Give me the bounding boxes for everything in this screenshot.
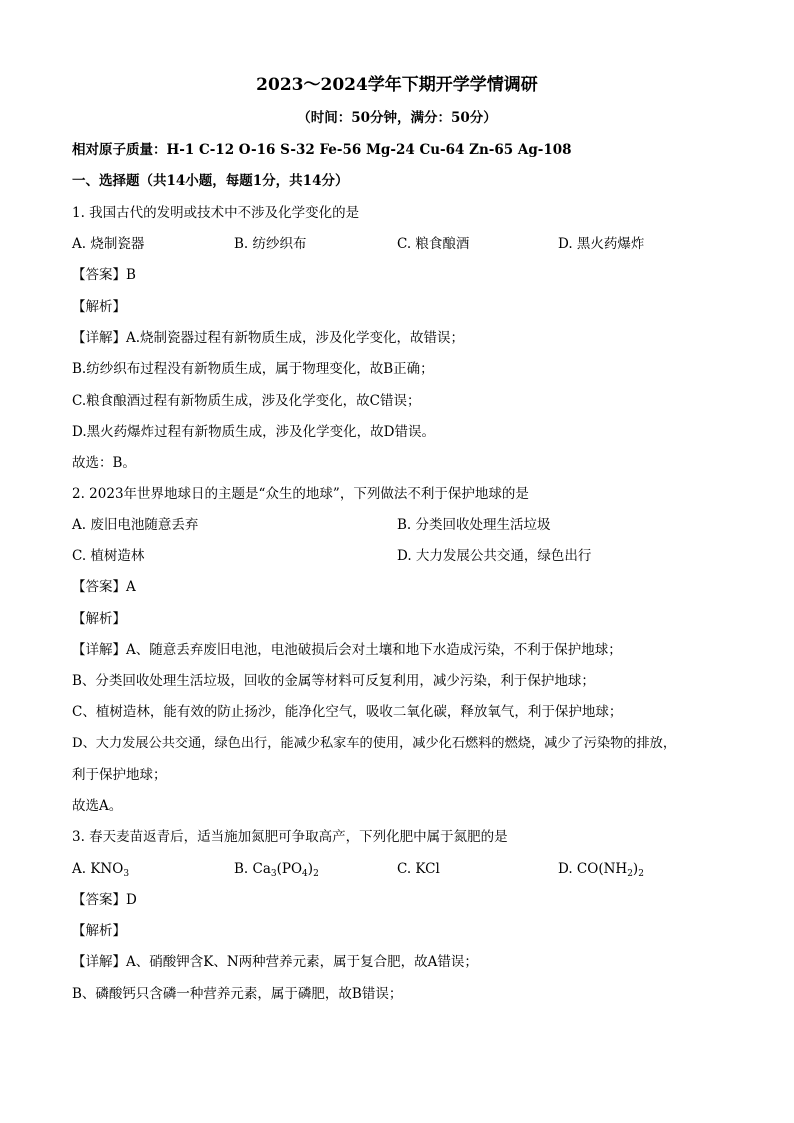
question-1-stem: 1. 我国古代的发明或技术中不涉及化学变化的是 [72,205,360,221]
q3-option-a: A. $KNO_3$ [72,861,130,879]
q2-option-a: A. 废旧电池随意丢弃 [72,517,199,533]
section-heading: 一、选择题（共14小题，每题1分，共14分） [72,173,349,189]
q3-option-c: C. KCl [397,861,440,877]
q1-option-d: D. 黑火药爆炸 [558,236,645,252]
q2-detail-line: C、植树造林，能有效的防止扬沙，能净化空气，吸收二氧化碳，释放氧气，利于保护地球； [72,704,623,720]
q3-answer: 【答案】D [72,892,137,908]
q2-detail-line: 故选A。 [72,798,123,814]
q2-option-c: C. 植树造林 [72,548,145,564]
page-title: 2023～2024学年下期开学学情调研 [256,75,538,95]
q1-detail-line: 【详解】A.烧制瓷器过程有新物质生成，涉及化学变化，故错误； [72,330,465,346]
q1-detail-line: 故选：B。 [72,455,136,471]
question-2-stem: 2. 2023年世界地球日的主题是“众生的地球”，下列做法不利于保护地球的是 [72,486,529,502]
q2-option-b: B. 分类回收处理生活垃圾 [397,517,551,533]
q2-detail-line: D、大力发展公共交通，绿色出行，能减少私家车的使用，减少化石燃料的燃烧，减少了污染物的排放， [72,736,677,751]
q1-detail-line: B.纺纱织布过程没有新物质生成，属于物理变化，故B正确； [72,361,434,377]
q3-option-b: B. $Ca_3(PO_4)_2$ [234,861,319,879]
q2-detail-line: B、分类回收处理生活垃圾，回收的金属等材料可反复利用，减少污染，利于保护地球； [72,673,595,689]
q2-answer: 【答案】A [72,579,136,595]
q1-answer: 【答案】B [72,267,136,283]
q1-detail-line: C.粮食酿酒过程有新物质生成，涉及化学变化，故C错误； [72,393,421,409]
q2-detail-line: 利于保护地球； [72,767,167,783]
q2-option-d: D. 大力发展公共交通，绿色出行 [397,548,592,564]
q1-option-c: C. 粮食酿酒 [397,236,470,252]
question-3-stem: 3. 春天麦苗返青后，适当施加氮肥可争取高产，下列化肥中属于氮肥的是 [72,829,508,845]
q3-detail-line: B、磷酸钙只含磷一种营养元素，属于磷肥，故B错误； [72,986,403,1002]
exam-info: （时间：50分钟，满分：50分） [297,110,497,126]
q1-analysis-label: 【解析】 [72,299,126,315]
q3-option-d: D. $CO(NH_2)_2$ [558,861,644,879]
q3-detail-line: 【详解】A、硝酸钾含K、N两种营养元素，属于复合肥，故A错误； [72,954,478,970]
q1-option-b: B. 纺纱织布 [234,236,307,252]
atomic-mass-line: 相对原子质量：H-1 C-12 O-16 S-32 Fe-56 Mg-24 Cu-64 Zn-65 Ag-108 [72,142,572,158]
q2-analysis-label: 【解析】 [72,611,126,627]
q3-analysis-label: 【解析】 [72,923,126,939]
q2-detail-line: 【详解】A、随意丢弃废旧电池，电池破损后会对土壤和地下水造成污染，不利于保护地球； [72,642,622,658]
q1-detail-line: D.黑火药爆炸过程有新物质生成，涉及化学变化，故D错误。 [72,424,435,440]
q1-option-a: A. 烧制瓷器 [72,236,145,252]
